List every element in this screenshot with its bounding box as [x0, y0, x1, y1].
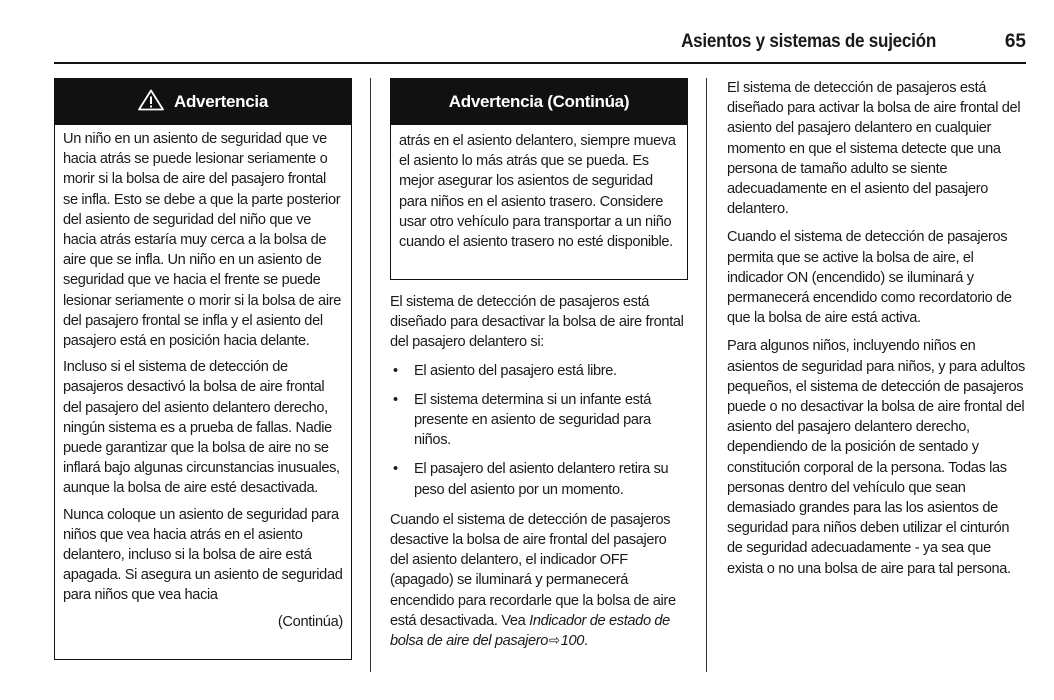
page-reference[interactable]: 100: [560, 633, 584, 650]
body-paragraph: El sistema de detección de pasajeros está diseñado para activar la bolsa de aire frontal del asiento del pasajero delantero en cualquier momento en que el sistema detecte que una persona de tamaño adulto se siente adecuadamente en el asiento del pasajero delantero.: [727, 80, 1021, 218]
warning-paragraph: atrás en el asiento delantero, siempre mueva el asiento lo más atrás que se pueda. Es mejor asegurar los asientos de seguridad para niños en el asiento trasero. Considere usar otro vehículo para transportar a un niño cuando el asiento trasero no esté disponible.: [399, 133, 676, 251]
warning-triangle-icon: [138, 89, 164, 116]
header-divider: [54, 62, 1026, 64]
page-number: 65: [1004, 31, 1026, 52]
warning-header: [55, 79, 351, 125]
warning-header: [391, 79, 687, 125]
cross-reference-link[interactable]: Indicador de estado de bolsa de aire del pasajero: [390, 612, 670, 650]
list-item: • El pasajero del asiento delantero retira su peso del asiento por un momento.: [393, 461, 669, 498]
warning-paragraph: Incluso si el sistema de detección de pasajeros desactivó la bolsa de aire frontal del pasajero del asiento delantero derecho, ningún sistema es a prueba de fallas. Nadie puede garantizar que la bolsa de aire no se inflará bajo algunas circunstancias inusuales, aunque la bolsa de aire esté desactivada.: [63, 359, 340, 497]
warning-box-continued: [390, 78, 688, 280]
warning-title: Advertencia (Continúa): [448, 92, 630, 111]
bullet-icon: •: [393, 362, 398, 379]
column-divider-right: [706, 78, 707, 672]
bullet-icon: •: [393, 461, 398, 478]
warning-paragraph: Un niño en un asiento de seguridad que ve hacia atrás se puede lesionar seriamente o morir si la bolsa de aire del pasajero frontal se infla. Esto se debe a que la parte posterior del asiento de seguridad del niño que ve hacia atrás estaría muy cerca a la bolsa de aire que se infla. Un niño en un asiento de seguridad que ve hacia el frente se puede lesionar seriamente o morir si la bolsa de aire del pasajero frontal se infla y el asiento del pasajero está en posición hacia delante.: [63, 131, 341, 350]
warning-box: [54, 78, 352, 660]
bullet-icon: •: [393, 391, 398, 408]
continues-label: (Continúa): [277, 613, 343, 630]
page-reference-arrow-icon: ⇨: [549, 633, 560, 650]
list-item: • El sistema determina si un infante está presente en asiento de seguridad para niños.: [393, 391, 652, 449]
column-divider-left: [370, 78, 371, 672]
warning-title: Advertencia: [173, 92, 269, 111]
warning-paragraph: Nunca coloque un asiento de seguridad para niños que vea hacia atrás en el asiento delantero, incluso si la bolsa de aire está apagada. Si asegura un asiento de seguridad para niños que vea hacia: [63, 506, 343, 604]
list-item: • El asiento del pasajero está libre.: [390, 361, 688, 381]
section-title: Asientos y sistemas de sujeción: [681, 31, 936, 52]
intro-paragraph: El sistema de detección de pasajeros está diseñado para desactivar la bolsa de aire frontal del pasajero delantero si:: [390, 294, 684, 351]
body-paragraph: Para algunos niños, incluyendo niños en asientos de seguridad para niños, y para adultos pequeños, el sistema de detección de pasajeros puede o no desactivar la bolsa de aire frontal del asiento del pasajero delantero derecho, dependiendo de la posición de sentado y constitución corporal de la persona. Todas las personas dentro del vehículo que sean demasiado grandes para las los asientos de seguridad para niños deben utilizar el cinturón de seguridad adecuadamente - ya sea que exista o no una bolsa de aire para tal persona.: [727, 338, 1025, 577]
middle-column: [390, 292, 688, 651]
body-paragraph: Cuando el sistema de detección de pasajeros permita que se active la bolsa de aire, el indicador ON (encendido) se iluminará y permanecerá encendido como recordatorio de que la bolsa de aire está activa.: [727, 229, 1012, 327]
closing-paragraph: Cuando el sistema de detección de pasajeros desactive la bolsa de aire frontal del pasajero del asiento delantero, el indicador OFF (apagado) se iluminará y permanecerá encendido para recordarle que la bolsa de aire está desactivada. Vea Indicador de estado de bolsa de aire del pasajero⇨100.: [390, 510, 688, 651]
condition-list: [390, 361, 688, 500]
right-column: [727, 78, 1025, 579]
